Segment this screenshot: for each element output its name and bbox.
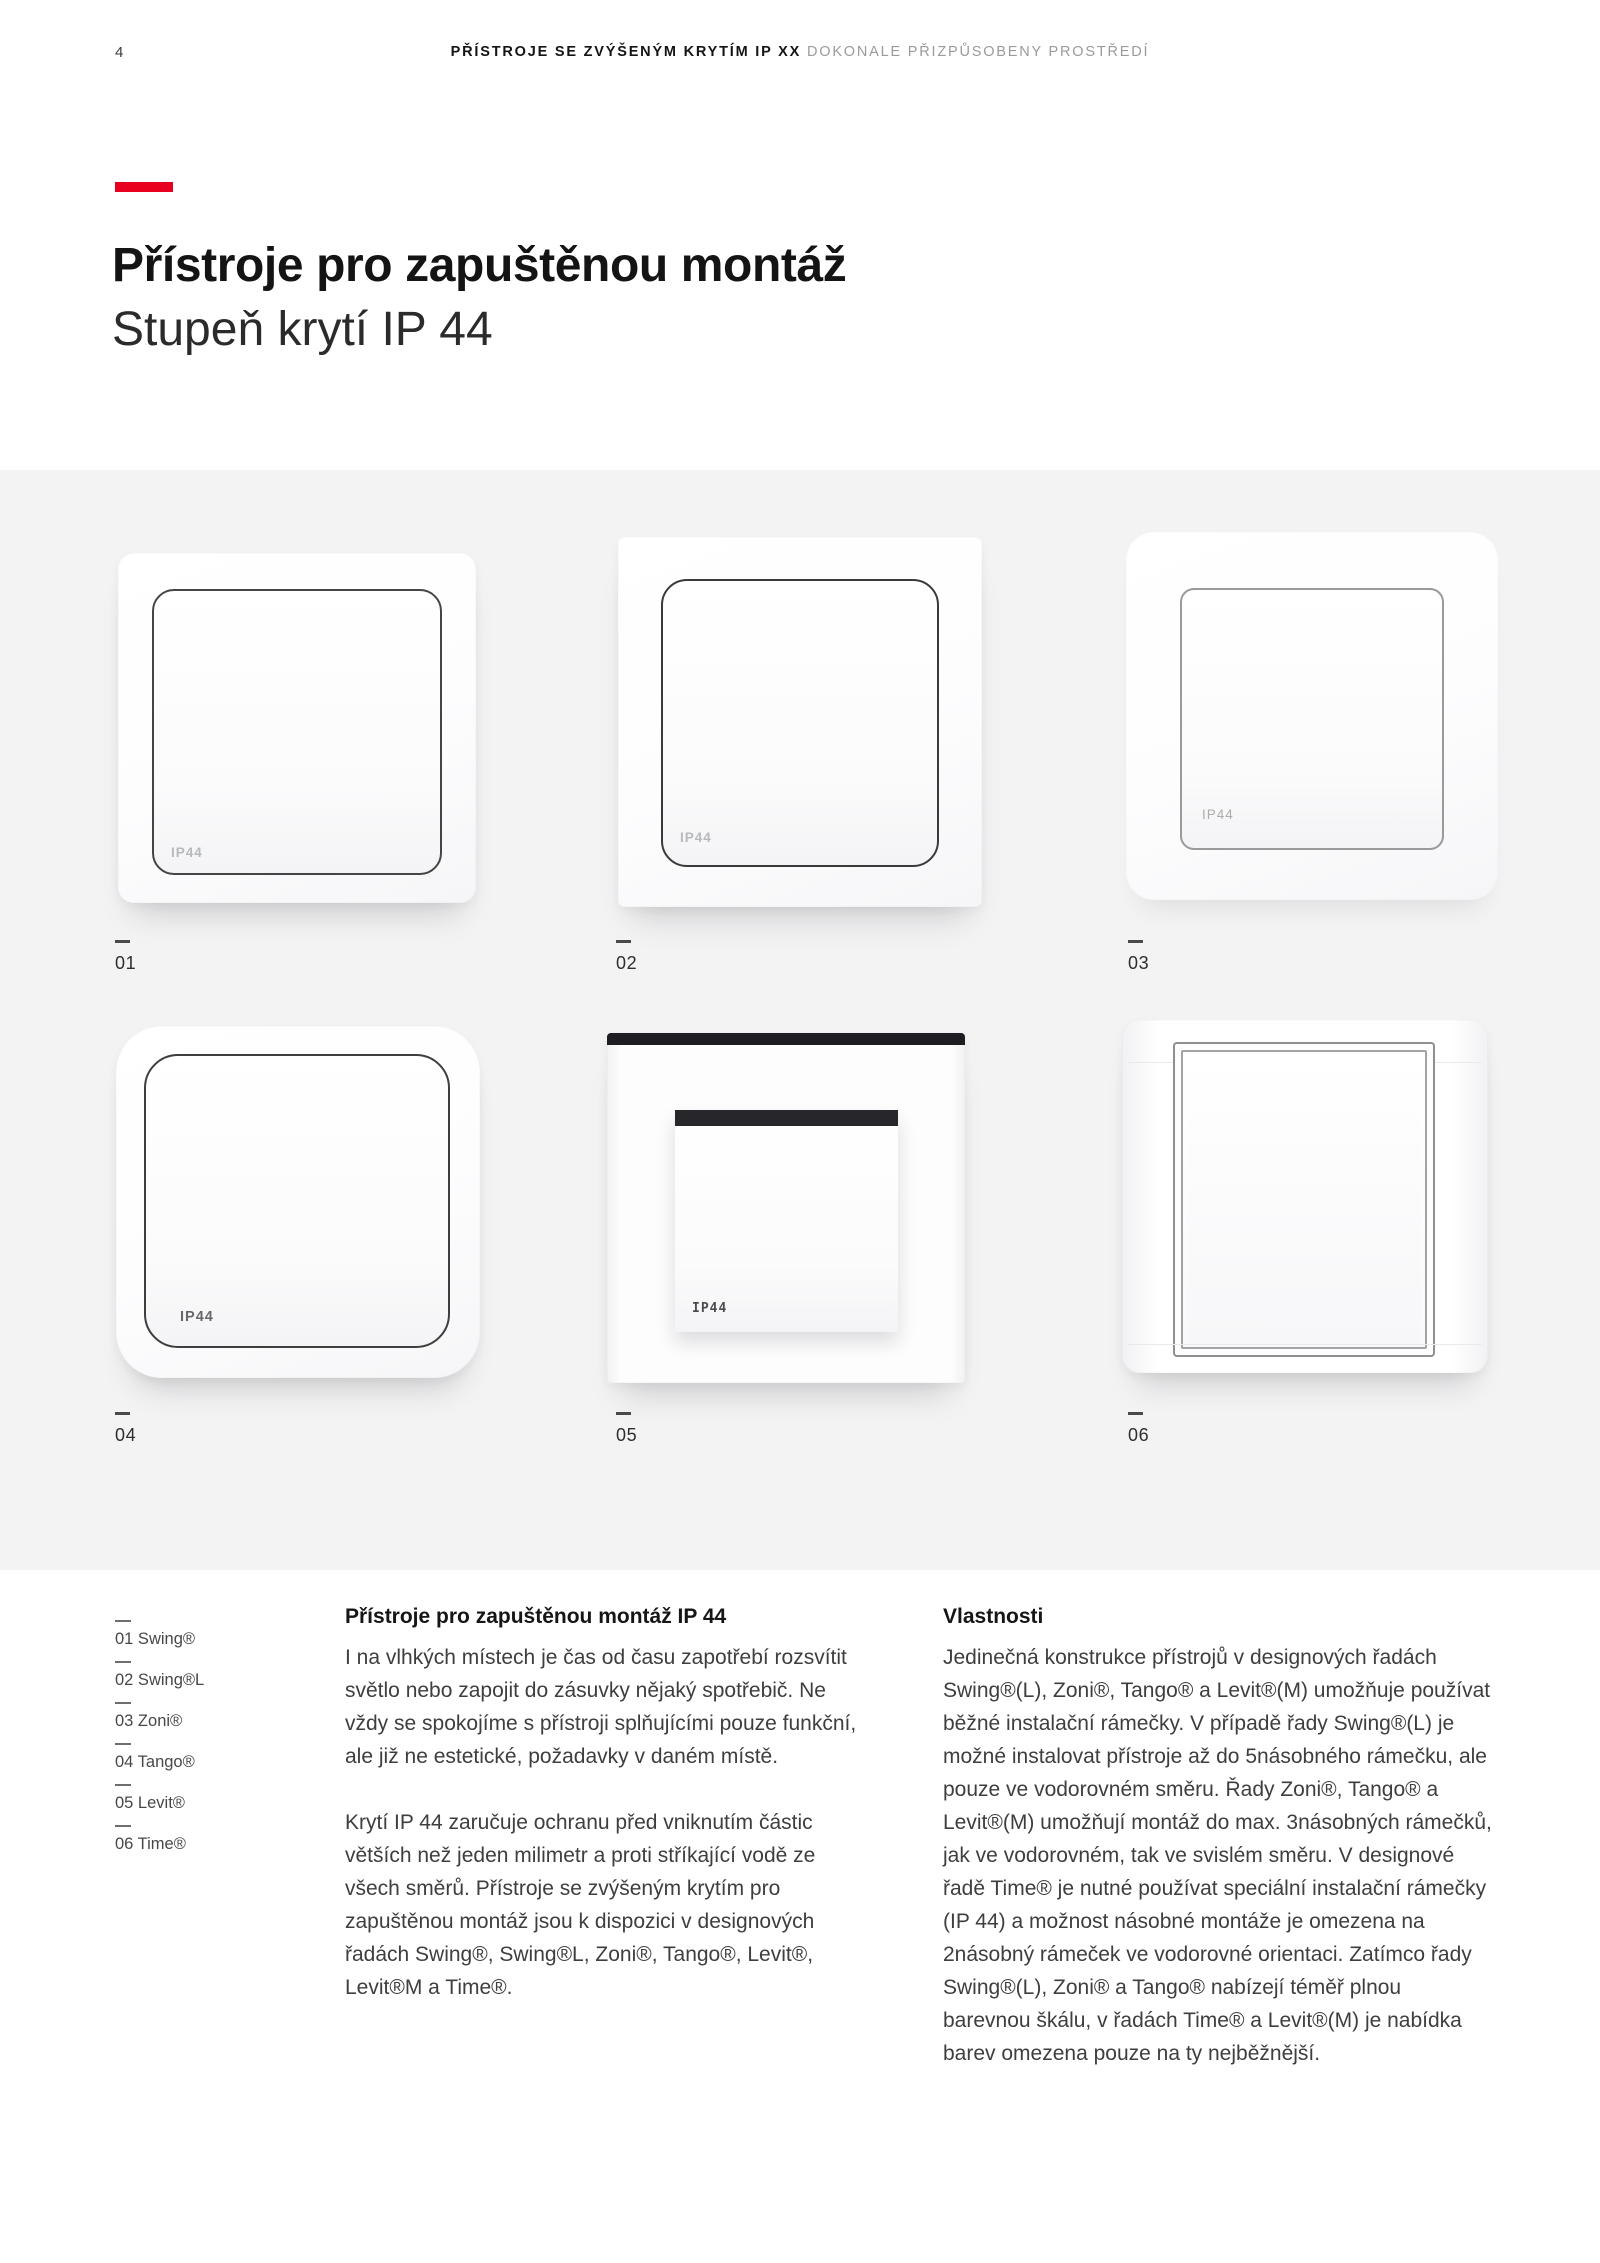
features-column [943, 1600, 1493, 2070]
ip44-marking: IP44 [180, 1309, 214, 1325]
product-label-03 [1128, 940, 1149, 974]
frame-top-strip [607, 1033, 965, 1045]
product-number: 02 [616, 953, 638, 973]
legend-item [115, 1661, 295, 1689]
switch-frame [607, 1033, 965, 1383]
label-dash [1128, 940, 1143, 943]
product-number: 03 [1128, 953, 1150, 973]
legend-label: 05 Levit® [115, 1794, 185, 1812]
product-number: 06 [1128, 1425, 1150, 1445]
product-photo-zoni [1126, 532, 1498, 900]
accent-dash [115, 182, 173, 192]
switch-frame [116, 1026, 480, 1378]
features-heading: Vlastnosti [943, 1605, 1044, 1628]
legend-dash [115, 1743, 131, 1745]
label-dash [1128, 1412, 1143, 1415]
ip44-marking: IP44 [171, 845, 203, 860]
intro-column [345, 1600, 870, 2004]
product-number: 04 [115, 1425, 137, 1445]
series-legend [115, 1620, 295, 1866]
switch-frame [1126, 532, 1498, 900]
page-number: 4 [115, 44, 124, 61]
page-subtitle: Stupeň krytí IP 44 [112, 303, 493, 356]
page-title: Přístroje pro zapuštěnou montáž [112, 239, 847, 292]
legend-label: 06 Time® [115, 1835, 186, 1853]
legend-item [115, 1620, 295, 1648]
legend-item [115, 1702, 295, 1730]
legend-label: 01 Swing® [115, 1630, 196, 1648]
label-dash [115, 1412, 130, 1415]
intro-paragraph-1: I na vlhkých místech je čas od času zapotřebí rozsvítit světlo nebo zapojit do zásuvky nějaký spotřebič. Ne vždy se spokojíme s přístroji splňujícími pouze funkční, ale již ne estetické, požadavky v daném místě. [345, 1646, 857, 1768]
switch-rocker [675, 1110, 898, 1332]
running-header [0, 44, 1600, 60]
ip44-marking: IP44 [692, 1301, 728, 1316]
running-header-light: DOKONALE PŘIZPŮSOBENY PROSTŘEDÍ [806, 44, 1150, 60]
product-photo-swing [118, 553, 476, 903]
product-photo-time [1122, 1020, 1488, 1373]
product-photo-swing-l [618, 537, 982, 907]
label-dash [115, 940, 130, 943]
label-dash [616, 940, 631, 943]
product-number: 05 [616, 1425, 638, 1445]
legend-dash [115, 1620, 131, 1622]
switch-rocker [661, 579, 939, 867]
product-label-06 [1128, 1412, 1149, 1446]
switch-rocker [144, 1054, 450, 1348]
switch-rocker [1180, 588, 1444, 850]
decor-frame-inner [1181, 1050, 1427, 1349]
running-header-bold: PŘÍSTROJE SE ZVÝŠENÝM KRYTÍM IP XX [450, 44, 802, 60]
product-photo-levit [607, 1033, 965, 1383]
legend-dash [115, 1825, 131, 1827]
product-number: 01 [115, 953, 137, 973]
intro-heading: Přístroje pro zapuštěnou montáž IP 44 [345, 1605, 727, 1628]
switch-frame [1122, 1020, 1488, 1373]
legend-item [115, 1743, 295, 1771]
legend-dash [115, 1702, 131, 1704]
switch-rocker [1187, 1056, 1421, 1343]
legend-label: 04 Tango® [115, 1753, 195, 1771]
decor-frame-outer [1173, 1042, 1435, 1357]
switch-frame [618, 537, 982, 907]
legend-dash [115, 1784, 131, 1786]
ip44-marking: IP44 [1202, 807, 1234, 822]
product-label-01 [115, 940, 136, 974]
legend-dash [115, 1661, 131, 1663]
product-label-04 [115, 1412, 136, 1446]
legend-label: 03 Zoni® [115, 1712, 183, 1730]
legend-label: 02 Swing®L [115, 1671, 205, 1689]
product-label-05 [616, 1412, 637, 1446]
switch-frame [118, 553, 476, 903]
product-label-02 [616, 940, 637, 974]
intro-paragraph-2: Krytí IP 44 zaručuje ochranu před vniknutím částic větších než jeden milimetr a proti stříkající vodě ze všech směrů. Přístroje se zvýšeným krytím pro zapuštěnou montáž jsou k dispozici v designových řadách Swing®, Swing®L, Zoni®, Tango®, Levit®, Levit®M a Time®. [345, 1811, 816, 1999]
switch-rocker [152, 589, 442, 875]
rocker-top-strip [675, 1110, 898, 1126]
legend-item [115, 1784, 295, 1812]
features-paragraph: Jedinečná konstrukce přístrojů v designových řadách Swing®(L), Zoni®, Tango® a Levit®(M) umožňuje používat běžné instalační rámečky. V případě řady Swing®(L) je možné instalovat přístroje až do 5násobného rámečku, ale pouze ve vodorovném směru. Řady Zoni®, Tango® a Levit®(M) umožňují montáž do max. 3násobných rámečků, jak ve vodorovném, tak ve svislém směru. V designové řadě Time® je nutné používat speciální instalační rámečky (IP 44) a možnost násobné montáže je omezena na 2násobný rámeček ve vodorovné orientaci. Zatímco řady Swing®(L), Zoni® a Tango® nabízejí téměř plnou barevnou škálu, v řadách Time® a Levit®(M) je nabídka barev omezena pouze na ty nejběžnější. [943, 1646, 1492, 2065]
legend-item [115, 1825, 295, 1853]
ip44-marking: IP44 [680, 830, 712, 845]
label-dash [616, 1412, 631, 1415]
product-photo-tango [116, 1026, 480, 1378]
